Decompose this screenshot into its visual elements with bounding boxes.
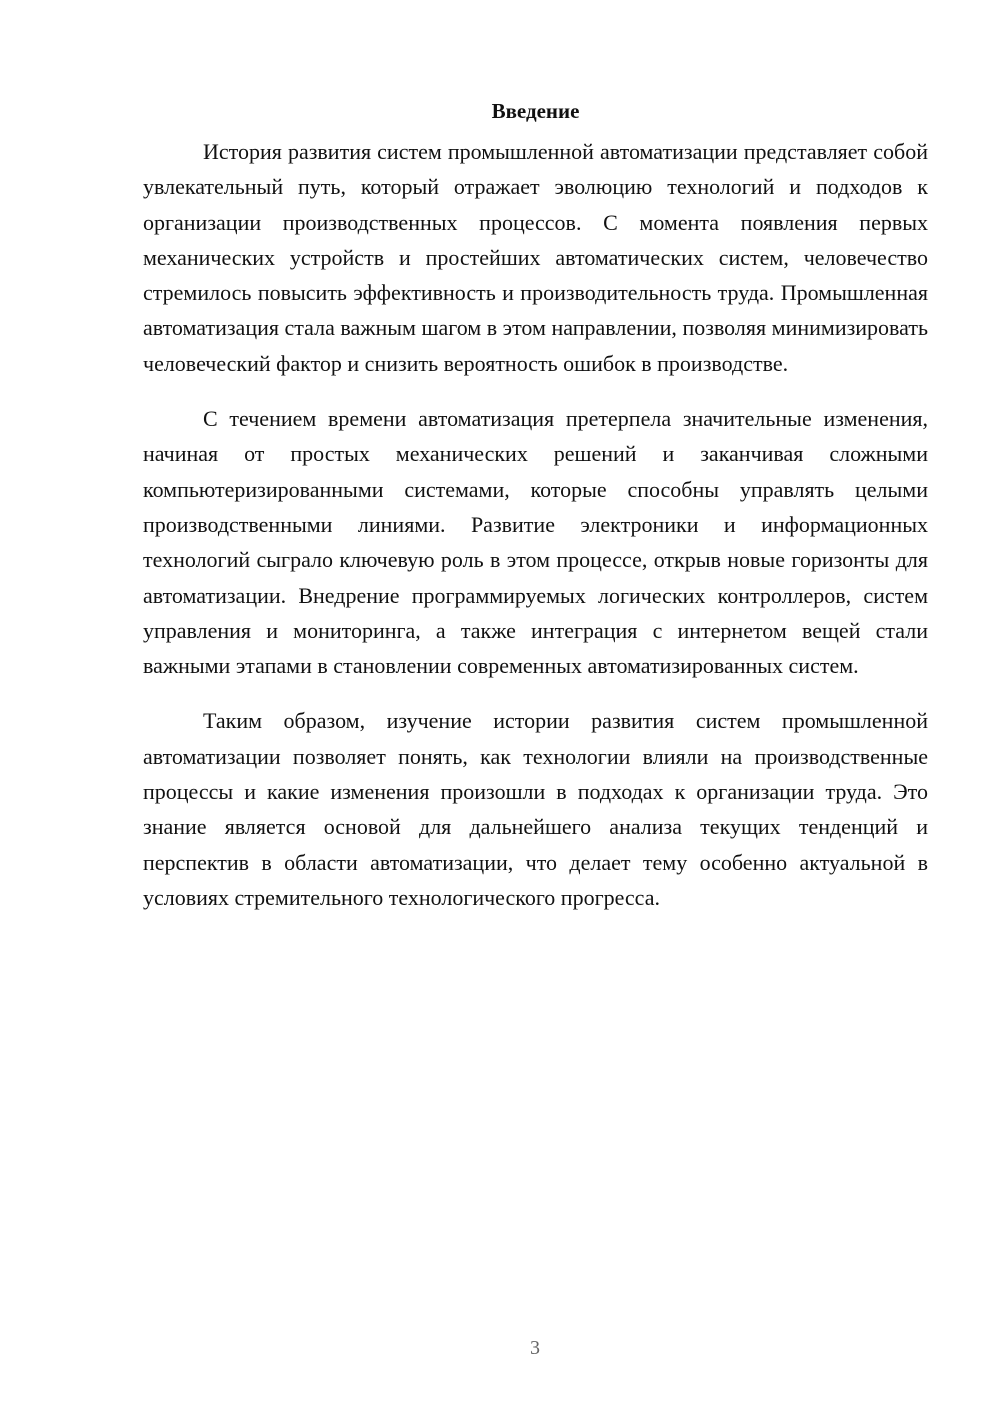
paragraph-2: С течением времени автоматизация претерпела значительные изменения, начиная от простых механических решений и заканчивая сложными компьютеризированными системами, которые способны управлять целыми производственными линиями. Развитие электроники и информационных технологий сыграло ключевую роль в этом процессе, открыв новые горизонты для автоматизации. Внедрение программируемых логических контроллеров, систем управления и мониторинга, а также интеграция с интернетом вещей стали важными этапами в становлении современных автоматизированных систем. [143,406,928,679]
page-content [143,98,928,915]
paragraph-1: История развития систем промышленной автоматизации представляет собой увлекательный путь, который отражает эволюцию технологий и подходов к организации производственных процессов. С момента появления первых механических устройств и простейших автоматических систем, человечество стремилось повысить эффективность и производительность труда. Промышленная автоматизация стала важным шагом в этом направлении, позволяя минимизировать человеческий фактор и снизить вероятность ошибок в производстве. [143,139,928,376]
section-title: Введение [491,99,580,123]
paragraph-3: Таким образом, изучение истории развития систем промышленной автоматизации позволяет понять, как технологии влияли на производственные процессы и какие изменения произошли в подходах к организации труда. Это знание является основой для дальнейшего анализа текущих тенденций и перспектив в области автоматизации, что делает тему особенно актуальной в условиях стремительного технологического прогресса. [143,708,928,910]
page-number: 3 [530,1337,540,1359]
